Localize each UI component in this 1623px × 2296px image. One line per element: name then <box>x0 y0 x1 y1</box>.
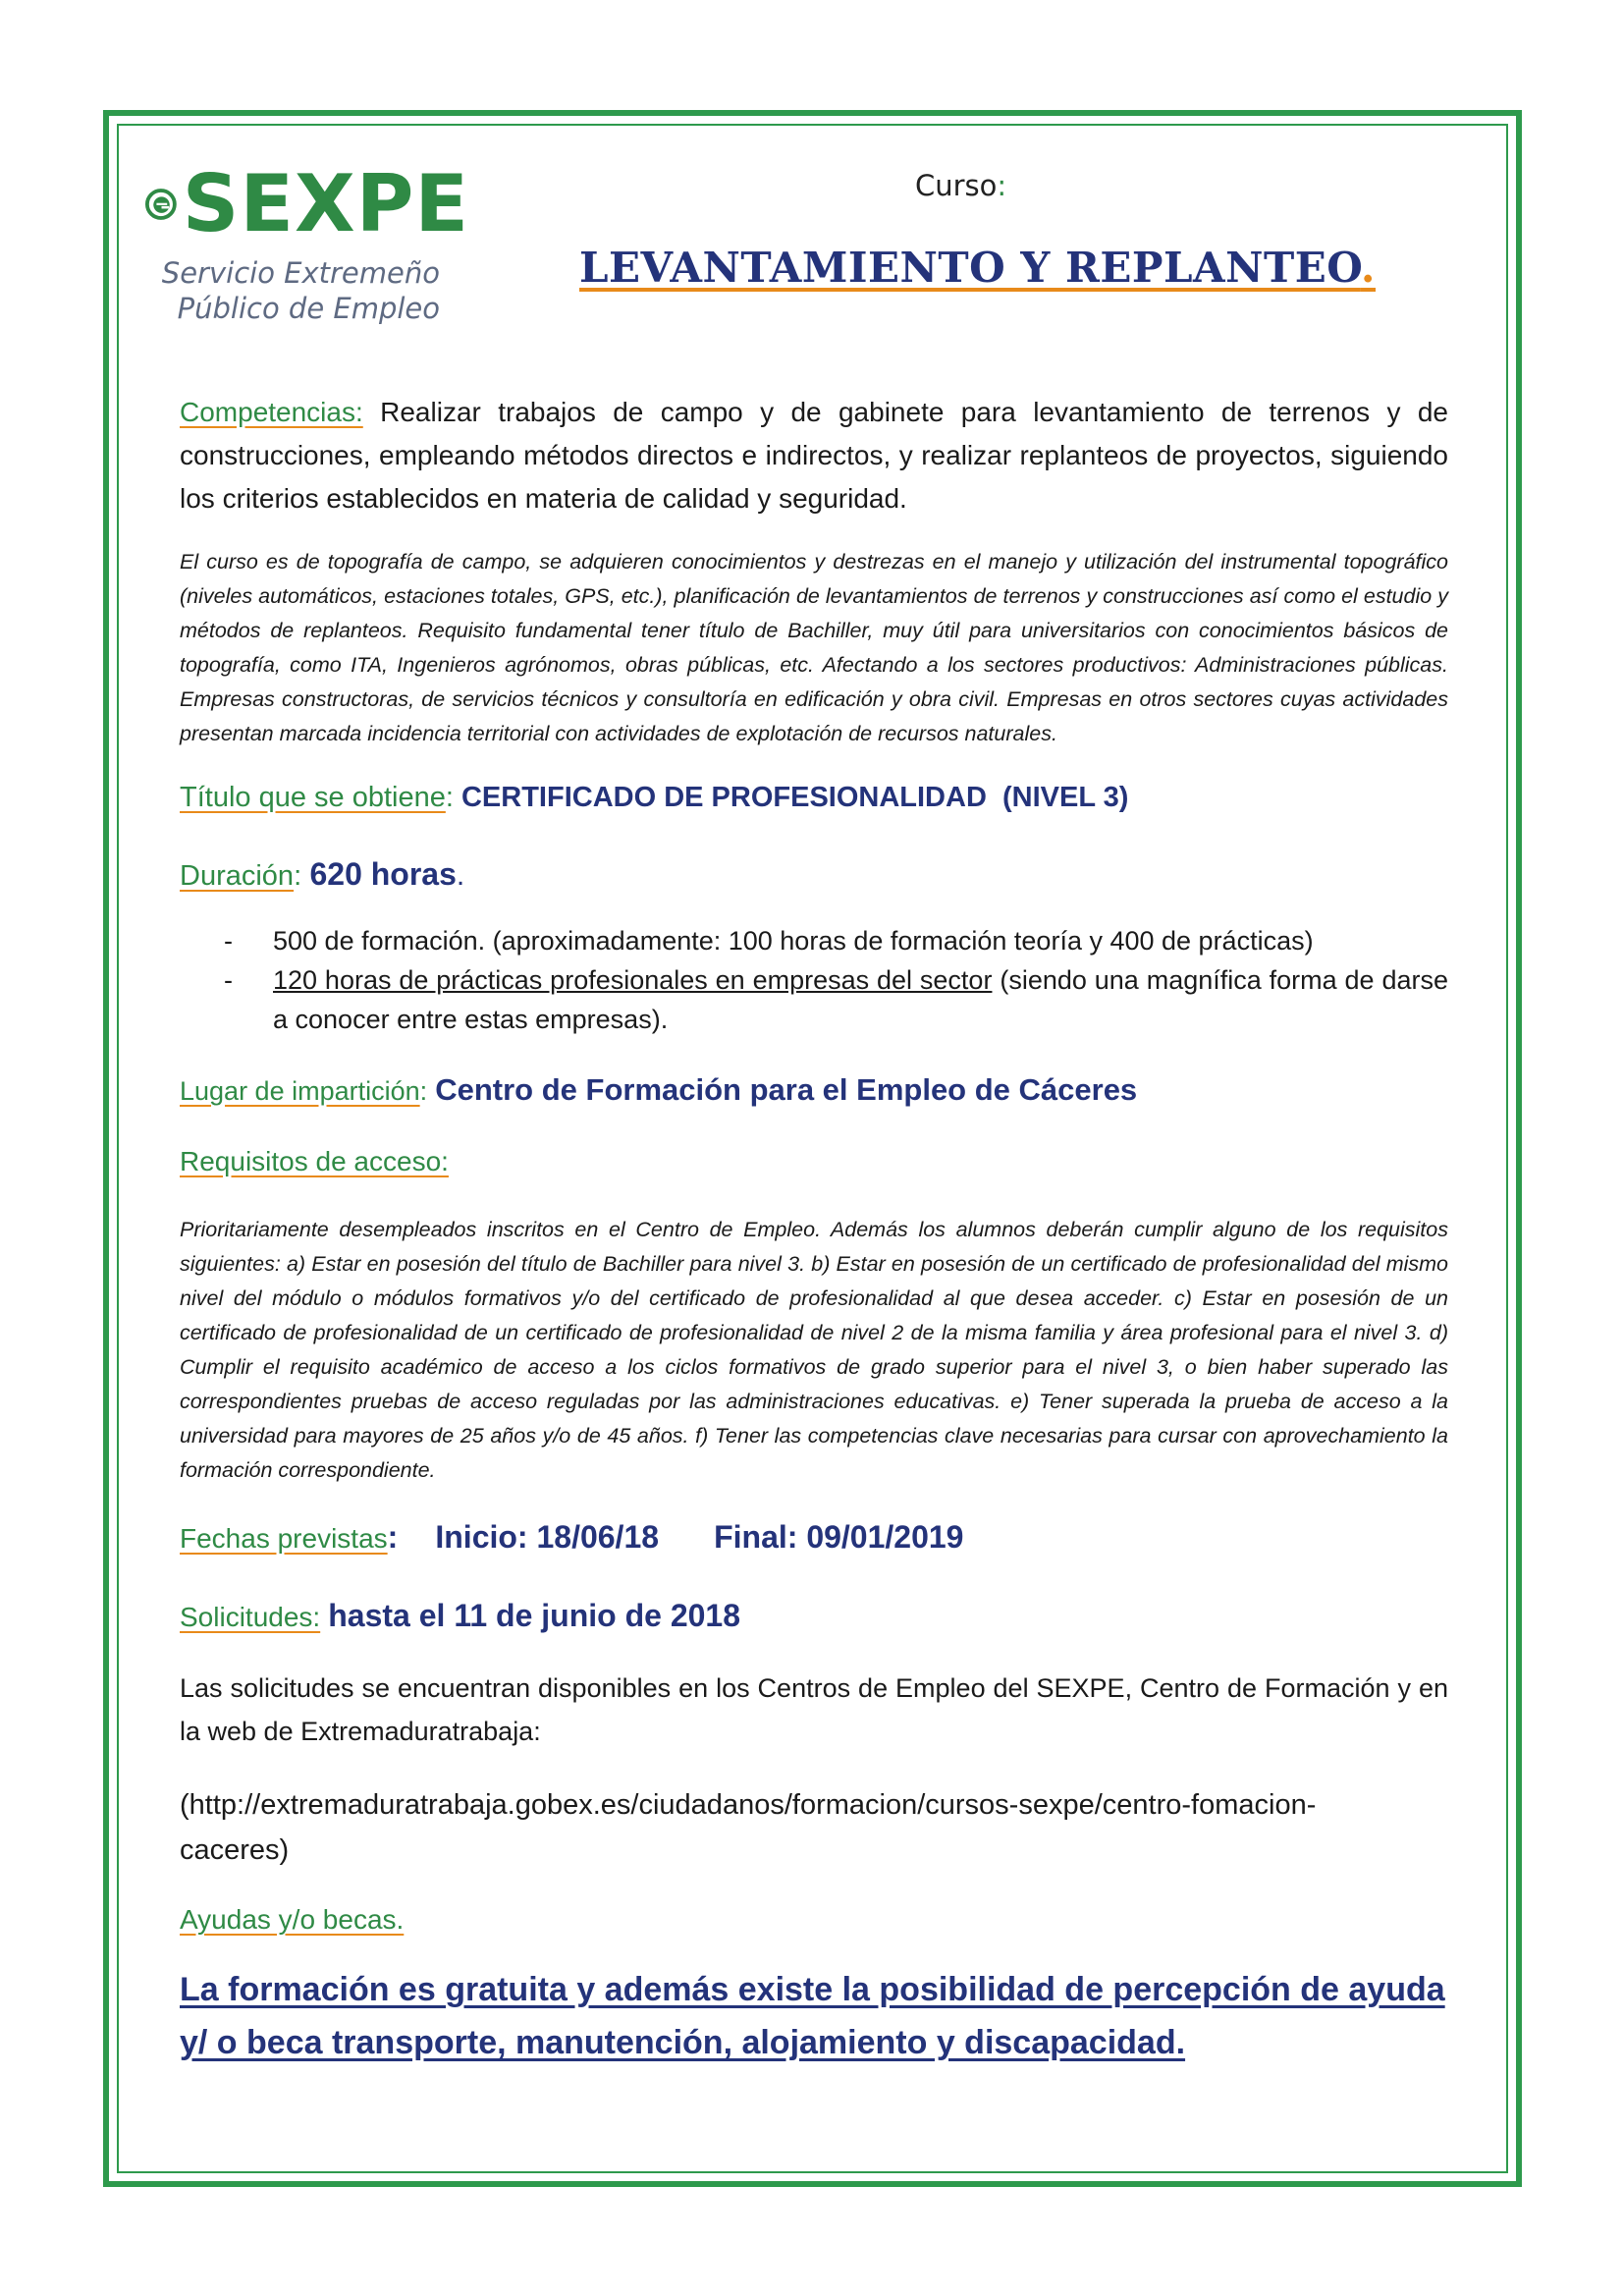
sexpe-e-icon <box>145 157 177 251</box>
duracion-item <box>180 921 1448 960</box>
lugar-value: Centro de Formación para el Empleo de Cáceres <box>435 1072 1138 1107</box>
competencias-label: Competencias: <box>180 397 363 427</box>
ayudas-text: La formación es gratuita y además existe la posibilidad de percepción de ayuda y/ o beca transporte, manutención, alojamiento y discapacidad. <box>180 1971 1445 2061</box>
competencias-text: Realizar trabajos de campo y de gabinete para levantamiento de terrenos y de construcciones, empleando métodos directos e indirectos, y realizar replanteos de proyectos, siguiendo los criterios establecidos en materia de calidad y seguridad. <box>180 397 1449 514</box>
ayudas-section <box>180 1898 1448 1941</box>
duracion-item-text: 500 de formación. (aproximadamente: 100 horas de formación teoría y 400 de prácticas) <box>273 926 1314 956</box>
duracion-item-underlined: 120 horas de prácticas profesionales en empresas del sector <box>273 965 993 995</box>
course-title-dot: . <box>1360 244 1377 292</box>
fechas-final: Final: 09/01/2019 <box>714 1519 964 1555</box>
duracion-item-text: (siendo una magnífica forma de darse a conocer entre estas empresas). <box>273 965 1448 1034</box>
bullet-dash: - <box>224 965 233 995</box>
document-body <box>180 391 1448 2069</box>
solicitudes-section <box>180 1594 1448 1639</box>
requisitos-section <box>180 1140 1448 1183</box>
curso-label-colon: : <box>997 169 1007 202</box>
lugar-section <box>180 1068 1448 1113</box>
ayudas-label: Ayudas y/o becas. <box>180 1904 405 1935</box>
solicitudes-url-line2: caceres) <box>180 1834 290 1866</box>
duracion-value: 620 horas <box>309 856 457 892</box>
titulo-value: CERTIFICADO DE PROFESIONALIDAD (NIVEL 3) <box>460 782 1129 813</box>
course-title <box>579 244 1376 292</box>
bullet-dash: - <box>224 926 233 956</box>
fechas-inicio: Inicio: 18/06/18 <box>435 1519 660 1555</box>
fechas-colon: : <box>387 1519 399 1555</box>
logo-subtitle <box>145 255 440 326</box>
curso-label-text: Curso <box>915 169 998 202</box>
titulo-colon: : <box>445 782 454 813</box>
duracion-item <box>180 960 1448 1039</box>
requisitos-text: Prioritariamente desempleados inscritos en el Centro de Empleo. Además los alumnos deberán cumplir alguno de los requisitos siguientes: a) Estar en posesión del título de Bachiller para nivel 3. b) Estar en posesión de un certificado de profesionalidad del mismo nivel del módulo o módulos formativos y/o del certificado de profesionalidad al que desea acceder. c) Estar en posesión de un certificado de profesionalidad de un certificado de profesionalidad de nivel 2 de la misma familia y área profesional para el nivel 3. d) Cumplir el requisito académico de acceso a los ciclos formativos de grado superior para el nivel 3, o bien haber superado las correspondientes pruebas de acceso reguladas por las administraciones educativas. e) Tener superada la prueba de acceso a la universidad para mayores de 25 años y/o de 45 años. f) Tener las competencias clave necesarias para cursar con aprovechamiento la formación correspondiente. <box>180 1218 1448 1482</box>
solicitudes-url <box>180 1782 1448 1873</box>
competencias-section <box>180 391 1448 520</box>
logo-subtitle-line1: Servicio Extremeño <box>161 256 440 290</box>
curso-label <box>915 169 1006 202</box>
course-description: El curso es de topografía de campo, se adquieren conocimientos y destrezas en el manejo y utilización del instrumental topográfico (niveles automáticos, estaciones totales, GPS, etc.), planificación de levantamientos de terrenos y construcciones así como el estudio y métodos de replanteos. Requisito fundamental tener título de Bachiller, muy útil para universitarios con conocimientos básicos de topografía, como ITA, Ingenieros agrónomos, obras públicas, etc. Afectando a los sectores productivos: Administraciones públicas. Empresas constructoras, de servicios técnicos y consultoría en edificación y obra civil. Empresas en otros sectores cuyas actividades presentan marcada incidencia territorial con actividades de explotación de recursos naturales. <box>180 550 1448 745</box>
solicitudes-url-line1: (http://extremaduratrabaja.gobex.es/ciudadanos/formacion/cursos-sexpe/centro-fomacion- <box>180 1789 1317 1821</box>
logo-subtitle-line2: Público de Empleo <box>177 292 440 325</box>
solicitudes-value: hasta el 11 de junio de 2018 <box>328 1598 740 1633</box>
lugar-label: Lugar de impartición <box>180 1076 420 1106</box>
duracion-colon: : <box>294 860 302 892</box>
duracion-dot: . <box>456 859 465 892</box>
fechas-label: Fechas previstas <box>180 1523 388 1554</box>
requisitos-label: Requisitos de acceso: <box>180 1146 449 1176</box>
duracion-section <box>180 852 1448 898</box>
duracion-breakdown <box>180 921 1448 1039</box>
solicitudes-label: Solicitudes: <box>180 1602 321 1632</box>
fechas-section <box>180 1515 1448 1560</box>
titulo-label: Título que se obtiene <box>180 782 446 813</box>
course-title-text: LEVANTAMIENTO Y REPLANTEO <box>579 244 1361 292</box>
duracion-label: Duración <box>180 860 295 892</box>
solicitudes-text: Las solicitudes se encuentran disponibles en los Centros de Empleo del SEXPE, Centro de Formación y en la web de Extremaduratrabaja: <box>180 1673 1448 1746</box>
sexpe-logo <box>145 157 469 334</box>
titulo-section <box>180 776 1448 819</box>
lugar-colon: : <box>419 1076 428 1106</box>
logo-wordmark: SEXPE <box>182 158 469 249</box>
